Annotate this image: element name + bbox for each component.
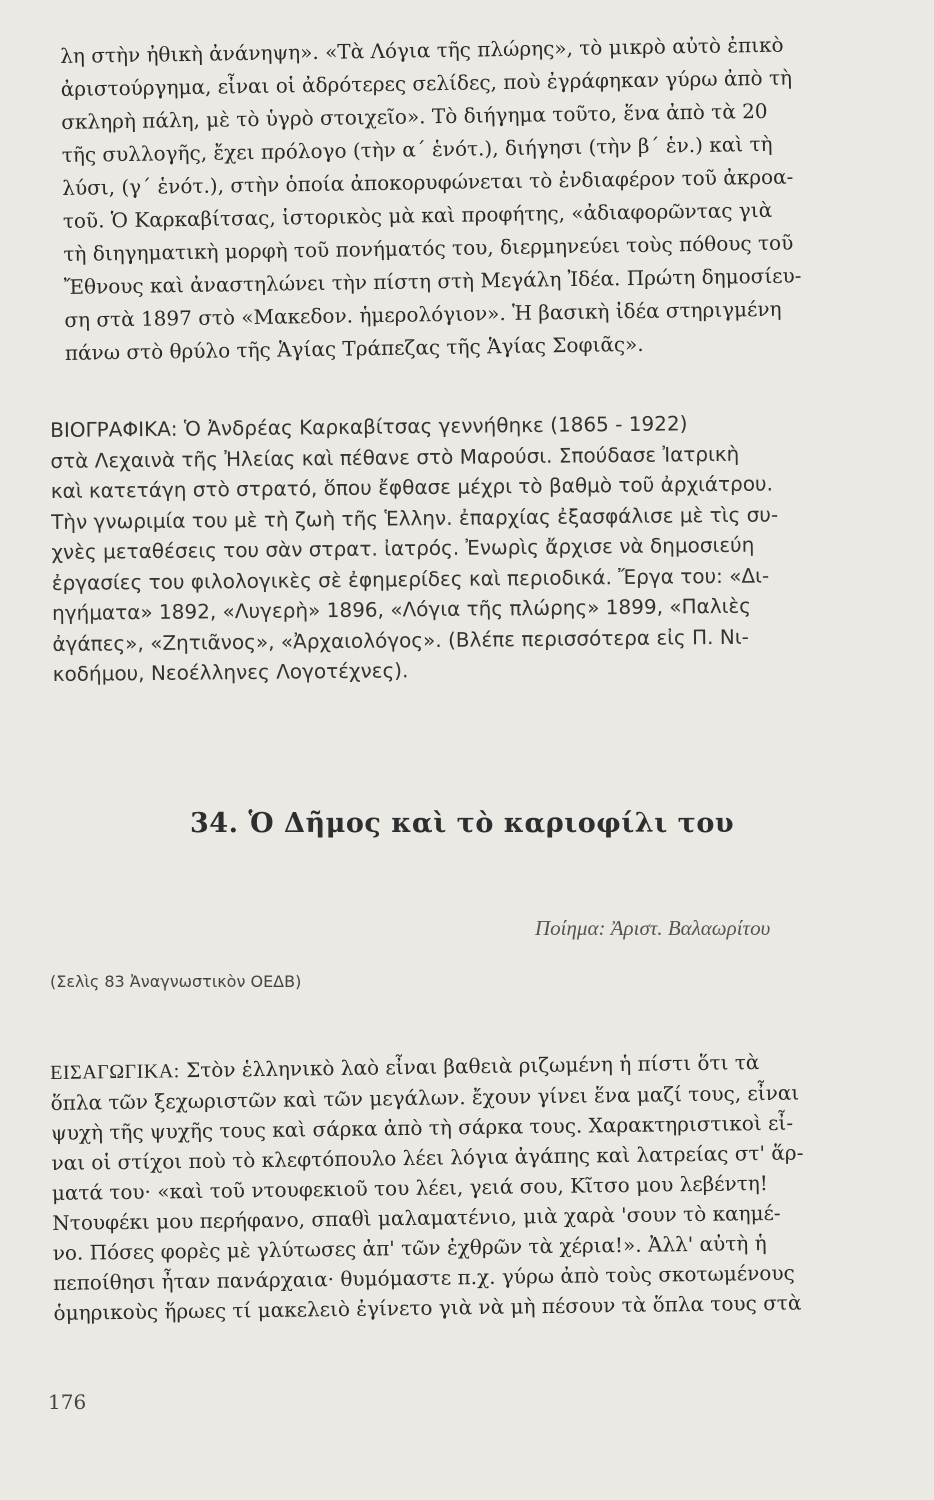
text-line: λύσι, (γ΄ ἑνότ.), στὴν ὁποία ἀποκορυφώνεται τὸ ἐνδιαφέρον τοῦ ἀκροα-	[62, 164, 794, 200]
text-line: ἀριστούργημα, εἶναι οἱ ἀδρότερες σελίδες, ποὺ ἐγράφηκαν γύρω ἀπὸ τὴ	[60, 65, 793, 101]
text-line: ναι οἱ στίχοι ποὺ τὸ κλεφτόπουλο λέει λόγια ἀγάπης καὶ λατρείας στ' ἅρ-	[51, 1140, 804, 1175]
text-line: Τὴν γνωριμία του μὲ τὴ ζωὴ τῆς Ἑλλην. ἐπαρχίας ἐξασφάλισε μὲ τὶς συ-	[50, 501, 779, 534]
text-line: νο. Πόσες φορὲς μὲ γλύτωσες ἀπ' τῶν ἐχθρῶν τὰ χέρια!». Ἀλλ' αὐτὴ ἡ	[52, 1231, 767, 1265]
text-line: κοδήμου, Νεοέλληνες Λογοτέχνες).	[52, 658, 409, 686]
text-line: τῆς συλλογῆς, ἔχει πρόλογο (τὴν α΄ ἑνότ.), διήγησι (τὴν β΄ ἑν.) καὶ τὴ	[61, 131, 773, 167]
text-line: Ντουφέκι μου περήφανο, σπαθὶ μαλαματένιο, μιὰ χαρὰ 'σουν τὸ καημέ-	[52, 1200, 781, 1235]
text-line: ὅπλα τῶν ξεχωριστῶν καὶ τῶν μεγάλων. ἔχουν γίνει ἕνα μαζί τους, εἶναι	[50, 1080, 800, 1115]
text-fragment: Στὸν ἑλληνικὸ λαὸ εἶναι βαθειὰ ριζωμένη ἡ πίστι ὅτι τὰ	[179, 1050, 760, 1083]
text-line: ἐργασίες του φιλολογικὲς σὲ ἐφημερίδες καὶ περιοδικά. Ἔργα του: «Δι-	[51, 562, 770, 595]
poet-credit: Ποίημα: Ἀριστ. Βαλαωρίτου	[535, 916, 771, 940]
text-line: ΒΙΟΓΡΑΦΙΚΑ: Ὁ Ἀνδρέας Καρκαβίτσας γεννήθηκε (1865 - 1922)	[50, 411, 688, 442]
text-line: καὶ κατετάγη στὸ στρατό, ὅπου ἔφθασε μέχρι τὸ βαθμὸ τοῦ ἀρχιάτρου.	[50, 471, 774, 503]
text-line: πάνω στὸ θρύλο τῆς Ἁγίας Τράπεζας τῆς Ἁγίας Σοφιᾶς».	[64, 331, 644, 365]
text-line: ση στὰ 1897 στὸ «Μακεδον. ἡμερολόγιον». Ἡ βασικὴ ἰδέα στηριγμένη	[64, 296, 782, 332]
text-line: ψυχὴ τῆς ψυχῆς τους καὶ σάρκα ἀπὸ τὴ σάρκα τους. Χαρακτηριστικοὶ εἶ-	[50, 1110, 794, 1145]
poem-title: 34. Ὁ Δῆμος καὶ τὸ καριοφίλι του	[190, 808, 735, 839]
text-line: Ἔθνους καὶ ἀναστηλώνει τὴν πίστη στὴ Μεγάλη Ἰδέα. Πρώτη δημοσίευ-	[63, 263, 802, 299]
page-number: 176	[48, 1390, 87, 1414]
text-line: ἀγάπες», «Ζητιᾶνος», «Ἀρχαιολόγος». (Βλέπε περισσότερα εἰς Π. Νι-	[52, 624, 749, 656]
text-line: τὴ διηγηματικὴ μορφὴ τοῦ πονήματός του, διερμηνεύει τοὺς πόθους τοῦ	[63, 230, 794, 266]
biography-paragraph	[50, 406, 903, 689]
intro-paragraph	[60, 27, 915, 370]
text-line: λη στὴν ἠθικὴ ἀνάνηψη». «Τὰ Λόγια τῆς πλώρης», τὸ μικρὸ αὐτὸ ἐπικὸ	[60, 32, 784, 68]
section-heading: ΕΙΣΑΓΩΓΙΚΑ:	[50, 1060, 180, 1084]
source-reference: (Σελὶς 83 Ἀναγνωστικὸν ΟΕΔΒ)	[50, 972, 302, 991]
text-line: ματά του· «καὶ τοῦ ντουφεκιοῦ του λέει, γειά σου, Κῖτσο μου λεβέντη!	[51, 1170, 768, 1205]
introduction-paragraph	[50, 1045, 904, 1328]
text-line: πεποίθησι ἦταν πανάρχαια· θυμόμαστε π.χ. γύρω ἀπὸ τοὺς σκοτωμένους	[52, 1260, 795, 1295]
text-line: ὁμηρικοὺς ἥρωες τί μακελειὸ ἐγίνετο γιὰ νὰ μὴ πέσουν τὰ ὅπλα τους στὰ	[53, 1290, 802, 1325]
text-line: ηγήματα» 1892, «Λυγερὴ» 1896, «Λόγια τῆς πλώρης» 1899, «Παλιὲς	[51, 593, 752, 625]
text-line: τοῦ. Ὁ Καρκαβίτσας, ἱστορικὸς μὰ καὶ προφήτης, «ἀδιαφορῶντας γιὰ	[62, 197, 773, 233]
text-line: σκληρὴ πάλη, μὲ τὸ ὑγρὸ στοιχεῖο». Τὸ διήγημα τοῦτο, ἕνα ἀπὸ τὰ 20	[61, 98, 768, 134]
text-line: στὰ Λεχαινὰ τῆς Ἠλείας καὶ πέθανε στὸ Μαρούσι. Σπούδασε Ἰατρικὴ	[50, 441, 740, 473]
text-line: χνὲς μεταθέσεις του σὰν στρατ. ἰατρός. Ἐνωρὶς ἄρχισε νὰ δημοσιεύη	[51, 532, 755, 564]
